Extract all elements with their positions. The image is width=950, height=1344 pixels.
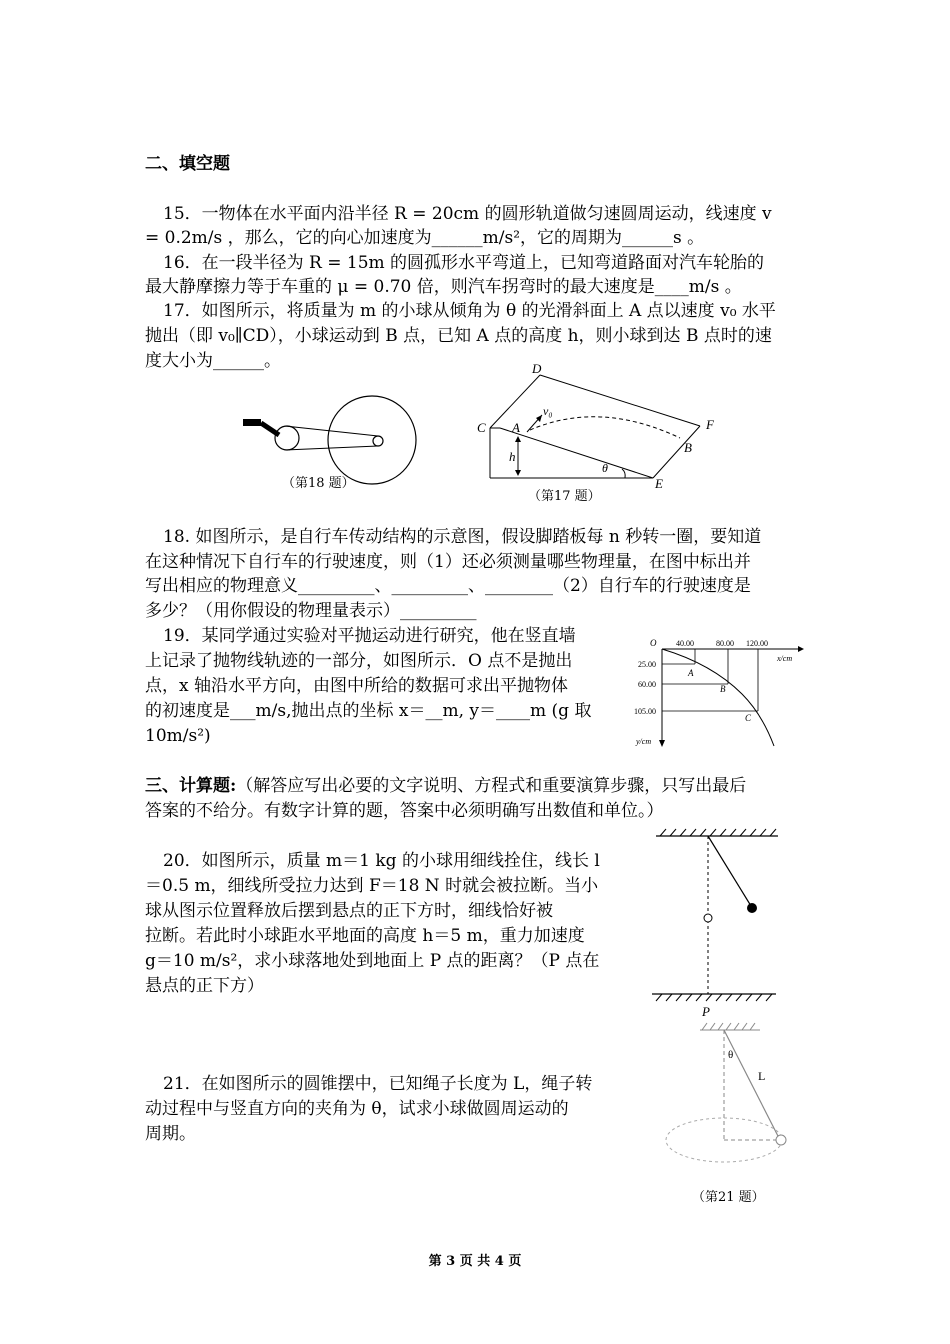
fig19-y-tick-105: 105.00 bbox=[634, 707, 656, 716]
q18-line4: 多少？（用你假设的物理量表示）_________ bbox=[145, 601, 477, 621]
fig19-point-b: B bbox=[720, 684, 726, 694]
figure-17-caption: （第17 题） bbox=[528, 489, 601, 504]
q21-line1: 21．在如图所示的圆锥摆中，已知绳子长度为 L，绳子转 bbox=[163, 1074, 593, 1094]
fig21-label-l: L bbox=[758, 1069, 766, 1083]
q19-line4: 的初速度是___m/s,抛出点的坐标 x＝__m, y＝____m (g 取 bbox=[145, 701, 592, 721]
q16-line2: 最大静摩擦力等于车重的 μ = 0.70 倍，则汽车拐弯时的最大速度是____m/s 。 bbox=[145, 277, 742, 297]
figure-20-pendulum bbox=[648, 826, 788, 1026]
fig19-y-tick-60: 60.00 bbox=[638, 680, 656, 689]
figure-21-caption: （第21 题） bbox=[692, 1190, 765, 1205]
section-3-line1 bbox=[145, 774, 746, 798]
fig17-label-a: A bbox=[512, 420, 520, 435]
q15-line1: 15．一物体在水平面内沿半径 R = 20cm 的圆形轨道做匀速圆周运动，线速度 v bbox=[163, 204, 772, 224]
section-3-instructions: （解答应写出必要的文字说明、方程式和重要演算步骤，只写出最后 bbox=[236, 776, 747, 796]
fig19-x-tick-80: 80.00 bbox=[716, 639, 734, 648]
fig19-x-tick-40: 40.00 bbox=[676, 639, 694, 648]
section-3-line2: 答案的不给分。有数字计算的题，答案中必须明确写出数值和单位。） bbox=[145, 801, 664, 821]
fig19-y-tick-25: 25.00 bbox=[638, 660, 656, 669]
q17-line1: 17．如图所示，将质量为 m 的小球从倾角为 θ 的光滑斜面上 A 点以速度 v₀ 水平 bbox=[163, 301, 776, 321]
fig21-label-theta: θ bbox=[728, 1049, 734, 1061]
q20-line2: ＝0.5 m，细线所受拉力达到 F＝18 N 时就会被拉断。当小 bbox=[145, 876, 599, 896]
fig19-y-unit: y/cm bbox=[636, 737, 652, 746]
fig19-x-unit: x/cm bbox=[777, 654, 793, 663]
q18-line2: 在这种情况下自行车的行驶速度，则（1）还必须测量哪些物理量，在图中标出并 bbox=[145, 552, 751, 572]
q19-line3: 点，x 轴沿水平方向，由图中所给的数据可求出平抛物体 bbox=[145, 676, 568, 696]
fig19-origin: O bbox=[650, 638, 657, 648]
fig17-label-v0: v₀ bbox=[543, 404, 553, 418]
fig17-label-b: B bbox=[684, 440, 692, 455]
q17-line2: 抛出（即 v₀∥CD），小球运动到 B 点，已知 A 点的高度 h，则小球到达 B 点时的速 bbox=[145, 326, 772, 346]
fig17-label-f: F bbox=[706, 417, 714, 432]
fig17-label-theta: θ bbox=[602, 461, 608, 475]
fig19-point-c: C bbox=[745, 713, 752, 723]
fig20-label-p: P bbox=[702, 1004, 710, 1019]
q15-line2: = 0.2m/s ，那么，它的向心加速度为______m/s²，它的周期为______s 。 bbox=[145, 228, 705, 248]
q20-line5: g＝10 m/s²，求小球落地处到地面上 P 点的距离？（P 点在 bbox=[145, 951, 600, 971]
q21-line2: 动过程中与竖直方向的夹角为 θ，试求小球做圆周运动的 bbox=[145, 1099, 569, 1119]
q20-line4: 拉断。若此时小球距水平地面的高度 h＝5 m，重力加速度 bbox=[145, 926, 585, 946]
q16-line1: 16．在一段半径为 R = 15m 的圆孤形水平弯道上，已知弯道路面对汽车轮胎的 bbox=[163, 253, 765, 273]
page-footer: 第 3 页 共 4 页 bbox=[428, 1254, 522, 1269]
section-3-title: 三、计算题: bbox=[145, 776, 237, 796]
figure-21-conical-pendulum bbox=[660, 1018, 795, 1178]
figure-17-incline bbox=[470, 360, 730, 490]
q19-line5: 10m/s²) bbox=[145, 726, 211, 746]
fig17-label-e: E bbox=[655, 476, 663, 490]
section-2-title: 二、填空题 bbox=[145, 154, 230, 174]
figure-18-caption: （第18 题） bbox=[282, 476, 355, 491]
q18-line3: 写出相应的物理意义_________、_________、________（2）自行车的行驶速度是 bbox=[145, 576, 751, 596]
fig17-label-c: C bbox=[477, 420, 486, 435]
q20-line1: 20．如图所示，质量 m＝1 kg 的小球用细线拴住，线长 l bbox=[163, 851, 600, 871]
q18-line1: 18. 如图所示，是自行车传动结构的示意图，假设脚踏板每 n 秒转一圈，要知道 bbox=[163, 527, 762, 547]
q20-line6: 悬点的正下方） bbox=[145, 976, 264, 996]
q20-line3: 球从图示位置释放后摆到悬点的正下方时，细线恰好被 bbox=[145, 901, 553, 921]
figure-19-trajectory bbox=[632, 634, 817, 752]
fig19-x-tick-120: 120.00 bbox=[746, 639, 768, 648]
fig17-label-d: D bbox=[532, 361, 542, 376]
fig19-point-a: A bbox=[688, 668, 694, 678]
q19-line1: 19．某同学通过实验对平抛运动进行研究，他在竖直墙 bbox=[163, 626, 576, 646]
q21-line3: 周期。 bbox=[145, 1124, 196, 1144]
q19-line2: 上记录了抛物线轨迹的一部分，如图所示．O 点不是抛出 bbox=[145, 651, 573, 671]
q17-line3: 度大小为______。 bbox=[145, 351, 281, 371]
fig17-label-h: h bbox=[509, 449, 516, 464]
